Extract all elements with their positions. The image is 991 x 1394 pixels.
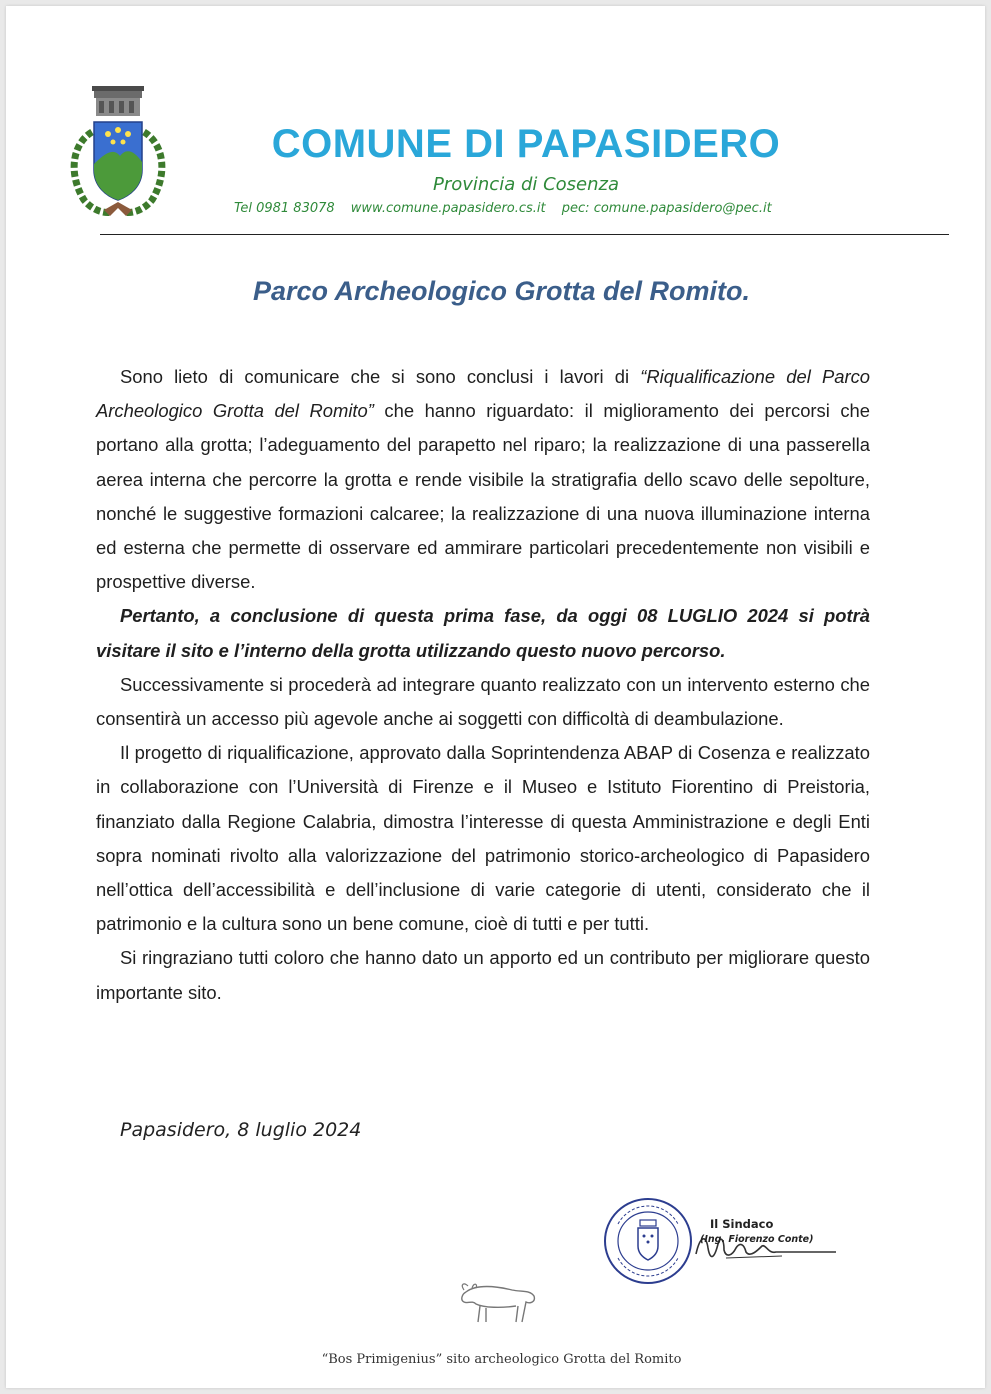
- document-body: [96, 360, 870, 1010]
- paragraph-2-announcement: Pertanto, a conclusione di questa prima fase, da oggi 08 LUGLIO 2024 si potrà visitare il sito e l’interno della grotta utilizzando questo nuovo percorso.: [96, 605, 870, 661]
- paragraph-1-intro: Sono lieto di comunicare che si sono conclusi i lavori di: [120, 366, 641, 387]
- mayor-title: Il Sindaco: [710, 1217, 774, 1231]
- bos-primigenius-drawing-icon: [456, 1278, 540, 1326]
- project-name-quote: “Riqualificazione del Parco Archeologico Grotta del Romito”: [96, 366, 870, 422]
- website-link: www.comune.papasidero.cs.it: [350, 201, 546, 216]
- paragraph-4: Il progetto di riqualificazione, approvato dalla Soprintendenza ABAP di Cosenza e realizzato in collaborazione con l’Università di Firenze e il Museo e Istituto Fiorentino di Preistoria, finanziato dalla Regione Calabria, dimostra l’interesse di questa Amministrazione e degli Enti sopra nominati rivolto alla valorizzazione del patrimonio storico-archeologico di Papasidero nell’ottica dell’accessibilità e dell’inclusione di varie categorie di utenti, considerato che il patrimonio e la cultura sono un bene comune, cioè di tutti e per tutti.: [96, 742, 870, 935]
- place-and-date: Papasidero, 8 luglio 2024: [120, 1119, 362, 1141]
- contact-line: [234, 201, 800, 216]
- official-stamp-icon: [602, 1196, 694, 1286]
- phone-number: Tel 0981 83078: [234, 201, 335, 216]
- mayor-signature-block: [698, 1217, 848, 1277]
- paragraph-1: [96, 360, 870, 599]
- document-page: [6, 6, 985, 1388]
- paragraph-5: Si ringraziano tutti coloro che hanno dato un apporto ed un contributo per migliorare questo importante sito.: [96, 947, 870, 1003]
- pec-address: pec: comune.papasidero@pec.it: [561, 201, 772, 216]
- municipality-title: COMUNE DI PAPASIDERO: [271, 122, 781, 166]
- header-divider: [100, 234, 949, 235]
- footer-caption: “Bos Primigenius” sito archeologico Grotta del Romito: [321, 1352, 682, 1367]
- province-subtitle: Provincia di Cosenza: [432, 174, 620, 195]
- document-title: Parco Archeologico Grotta del Romito.: [252, 276, 751, 306]
- mayor-name: (Ing. Fiorenzo Conte): [700, 1234, 814, 1245]
- paragraph-3: Successivamente si procederà ad integrare quanto realizzato con un intervento esterno che consentirà un accesso più agevole anche ai soggetti con difficoltà di deambulazione.: [96, 673, 870, 730]
- municipal-crest-icon: [64, 82, 172, 222]
- paragraph-1-rest: che hanno riguardato: il miglioramento dei percorsi che portano alla grotta; l’adeguamento del parapetto nel riparo; la realizzazione di una passerella aerea interna che percorre la grotta e rende visibile la stratigrafia dello scavo delle sepolture, nonché le suggestive formazioni calcaree; la realizzazione di una nuova illuminazione interna ed esterna che permette di osservare ed ammirare particolari precedentemente non visibili e prospettive diverse.: [96, 400, 870, 593]
